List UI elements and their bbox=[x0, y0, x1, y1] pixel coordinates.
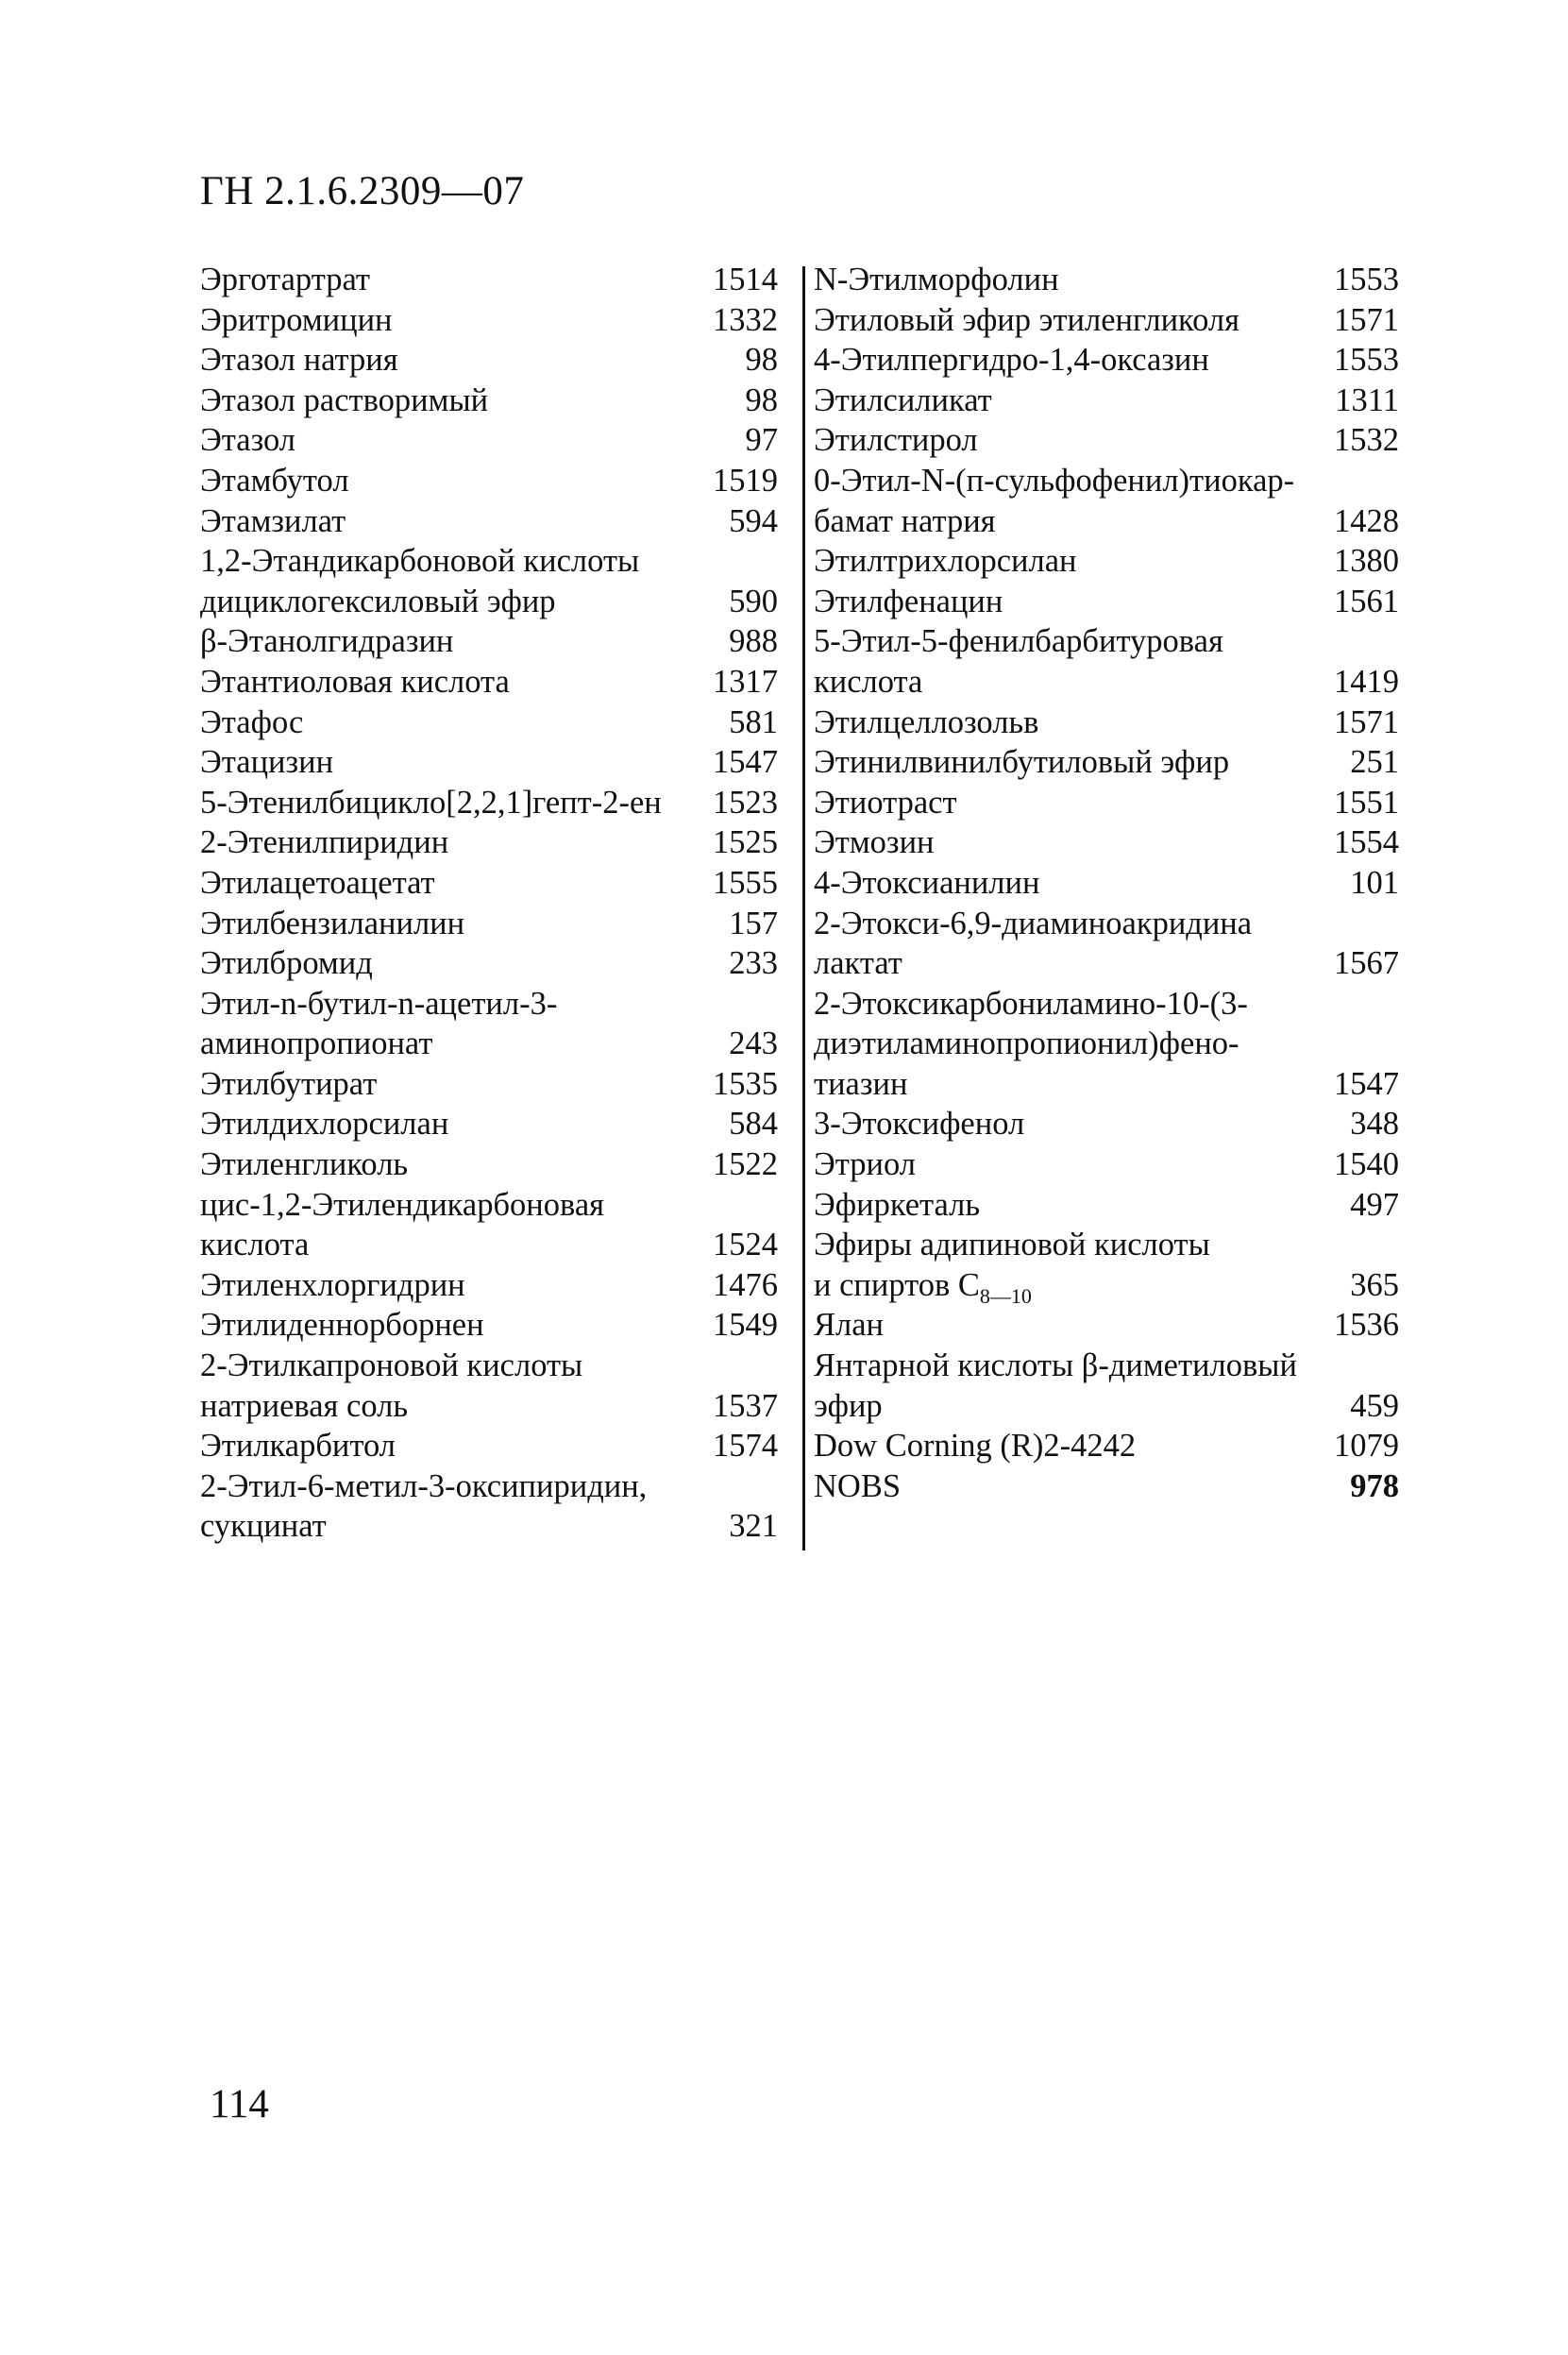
index-entry bbox=[200, 1346, 778, 1386]
index-entry-name: Этилтрихлорсилан bbox=[814, 543, 1077, 580]
index-entry-page: 581 bbox=[729, 703, 778, 740]
index-entry-page: 1537 bbox=[713, 1387, 778, 1424]
index-entry bbox=[200, 1305, 778, 1346]
index-entry-page: 243 bbox=[729, 1025, 778, 1062]
index-entry-page: 1561 bbox=[1334, 583, 1399, 619]
index-entry-name: Этил-n-бутил-n-ацетил-3- bbox=[200, 985, 558, 1022]
index-entry-page: 978 bbox=[1350, 1467, 1399, 1504]
index-entry bbox=[814, 1064, 1399, 1105]
index-entry-name: Этилацетоацетат bbox=[200, 864, 435, 901]
index-entry bbox=[814, 783, 1399, 823]
index-entry bbox=[814, 1225, 1399, 1265]
index-entry bbox=[200, 582, 778, 622]
index-entry bbox=[814, 742, 1399, 783]
index-entry-page: 1547 bbox=[1334, 1065, 1399, 1102]
page-header: ГН 2.1.6.2309—07 bbox=[200, 169, 525, 213]
index-entry-name: Этиотраст bbox=[814, 784, 957, 821]
index-entry bbox=[814, 703, 1399, 743]
index-entry-page: 1476 bbox=[713, 1266, 778, 1303]
page-number: 114 bbox=[210, 2082, 269, 2126]
index-entry-page: 1574 bbox=[713, 1428, 778, 1465]
index-entry bbox=[814, 621, 1399, 662]
index-entry-page: 1536 bbox=[1334, 1307, 1399, 1344]
index-entry-name: Этантиоловая кислота bbox=[200, 663, 510, 700]
index-entry bbox=[814, 1426, 1399, 1466]
index-entry-page: 1571 bbox=[1334, 703, 1399, 740]
index-entry-name: Этилстирол bbox=[814, 422, 978, 459]
index-entry-name: Этриол bbox=[814, 1146, 916, 1183]
index-entry-page: 98 bbox=[745, 342, 778, 379]
index-entry-name: 1,2-Этандикарбоновой кислоты bbox=[200, 543, 640, 580]
index-entry-page: 1553 bbox=[1334, 342, 1399, 379]
index-entry bbox=[200, 1466, 778, 1507]
index-entry-name: Этиловый эфир этиленгликоля bbox=[814, 301, 1239, 338]
index-entry bbox=[200, 1265, 778, 1306]
index-entry-page: 1554 bbox=[1334, 824, 1399, 861]
index-entry-page: 1419 bbox=[1334, 663, 1399, 700]
index-entry-name: 0-Этил-N-(п-сульфофенил)тиокар- bbox=[814, 462, 1295, 499]
index-entry bbox=[814, 904, 1399, 944]
index-entry-page: 1317 bbox=[713, 663, 778, 700]
index-entry-page: 497 bbox=[1350, 1186, 1399, 1223]
index-entry-name: Янтарной кислоты β-диметиловый bbox=[814, 1347, 1297, 1384]
index-entry-name: 2-Этилкапроновой кислоты bbox=[200, 1347, 583, 1384]
index-entry-page: 1549 bbox=[713, 1307, 778, 1344]
index-entry bbox=[200, 822, 778, 863]
index-entry bbox=[200, 1185, 778, 1226]
index-entry-page: 988 bbox=[729, 623, 778, 660]
index-entry-page: 1079 bbox=[1334, 1428, 1399, 1465]
index-entry-name: 5-Этенилбицикло[2,2,1]гепт-2-ен bbox=[200, 784, 662, 821]
index-entry-name: диэтиламинопропионил)фено- bbox=[814, 1025, 1239, 1062]
index-entry-page: 1380 bbox=[1334, 543, 1399, 580]
index-entry bbox=[200, 943, 778, 984]
index-entry-page: 1519 bbox=[713, 462, 778, 499]
index-entry bbox=[814, 420, 1399, 461]
index-entry-page: 1532 bbox=[1334, 422, 1399, 459]
index-entry-name: эфир bbox=[814, 1387, 883, 1424]
index-entry bbox=[200, 340, 778, 381]
index-entry bbox=[814, 863, 1399, 904]
index-entry-page: 1535 bbox=[713, 1065, 778, 1102]
index-entry-name: Этиленгликоль bbox=[200, 1146, 409, 1183]
index-entry-name: Этилсиликат bbox=[814, 381, 992, 418]
index-entry-page: 101 bbox=[1350, 864, 1399, 901]
index-entry-page: 1525 bbox=[713, 824, 778, 861]
index-entry-name: Этамзилат bbox=[200, 502, 346, 539]
index-entry bbox=[814, 822, 1399, 863]
index-entry-page: 594 bbox=[729, 502, 778, 539]
index-entry-page: 1514 bbox=[713, 262, 778, 297]
index-entry bbox=[200, 783, 778, 823]
index-entry-page: 348 bbox=[1350, 1106, 1399, 1143]
index-entry-page: 251 bbox=[1350, 744, 1399, 781]
index-entry-page: 1547 bbox=[713, 744, 778, 781]
index-entry-name: натриевая соль bbox=[200, 1387, 409, 1424]
index-entry-name: Эфиркеталь bbox=[814, 1186, 981, 1223]
index-entry bbox=[200, 621, 778, 662]
index-entry bbox=[814, 1386, 1399, 1427]
index-entry-name: Этинилвинилбутиловый эфир bbox=[814, 744, 1230, 781]
index-entry bbox=[200, 381, 778, 421]
index-entry bbox=[200, 662, 778, 703]
index-entry-page: 459 bbox=[1350, 1387, 1399, 1424]
index-entry-page: 1524 bbox=[713, 1227, 778, 1263]
index-entry bbox=[814, 1144, 1399, 1185]
index-column-left bbox=[200, 260, 778, 1547]
index-entry bbox=[200, 420, 778, 461]
index-entry-page: 1540 bbox=[1334, 1146, 1399, 1183]
index-entry-name: 2-Этенилпиридин bbox=[200, 824, 449, 861]
index-entry bbox=[200, 300, 778, 341]
index-entry-page: 1332 bbox=[713, 301, 778, 338]
index-entry bbox=[814, 1265, 1399, 1306]
index-entry-name: Этазол растворимый bbox=[200, 381, 489, 418]
index-entry-name: 2-Этил-6-метил-3-оксипиридин, bbox=[200, 1467, 648, 1504]
index-entry-page: 1551 bbox=[1334, 784, 1399, 821]
index-entry-name: Этилбутират bbox=[200, 1065, 378, 1102]
index-entry bbox=[814, 260, 1399, 300]
index-entry-page: 1553 bbox=[1334, 262, 1399, 297]
index-entry bbox=[814, 1346, 1399, 1386]
index-entry-page: 590 bbox=[729, 583, 778, 619]
index-entry-name: Этазол bbox=[200, 422, 296, 459]
index-entry-name: аминопропионат bbox=[200, 1025, 433, 1062]
index-entry-name: сукцинат bbox=[200, 1508, 327, 1545]
index-entry bbox=[200, 904, 778, 944]
index-entry bbox=[200, 541, 778, 582]
index-entry-page: 233 bbox=[729, 945, 778, 982]
index-entry bbox=[814, 662, 1399, 703]
index-entry-name: кислота bbox=[814, 663, 923, 700]
index-entry bbox=[200, 1506, 778, 1547]
index-entry-name: β-Этанолгидразин bbox=[200, 623, 454, 660]
column-divider bbox=[802, 266, 805, 1550]
index-entry bbox=[200, 1144, 778, 1185]
index-entry bbox=[200, 1225, 778, 1265]
index-entry-name: 2-Этоксикарбониламино-10-(3- bbox=[814, 985, 1248, 1022]
index-entry bbox=[200, 984, 778, 1025]
index-entry-name: 4-Этилпергидро-1,4-оксазин bbox=[814, 342, 1209, 379]
index-entry bbox=[814, 582, 1399, 622]
index-entry-name: Этиленхлоргидрин bbox=[200, 1266, 465, 1303]
index-entry bbox=[200, 461, 778, 501]
index-entry bbox=[200, 1104, 778, 1144]
index-entry-page: 1428 bbox=[1334, 502, 1399, 539]
index-entry-name: лактат bbox=[814, 945, 902, 982]
index-entry-name: 2-Этокси-6,9-диаминоакридина bbox=[814, 905, 1253, 941]
index-entry bbox=[814, 1185, 1399, 1226]
index-entry bbox=[814, 1305, 1399, 1346]
index-entry-name: Этилкарбитол bbox=[200, 1428, 396, 1465]
index-entry-name: 3-Этоксифенол bbox=[814, 1106, 1025, 1143]
index-entry-page: 98 bbox=[745, 381, 778, 418]
index-entry bbox=[200, 501, 778, 542]
index-entry bbox=[814, 461, 1399, 501]
index-entry bbox=[814, 984, 1399, 1025]
index-entry-name: Этамбутол bbox=[200, 462, 349, 499]
index-entry-name: N-Этилморфолин bbox=[814, 262, 1059, 297]
index-entry-page: 365 bbox=[1350, 1266, 1399, 1303]
index-entry-name: цис-1,2-Этилендикарбоновая bbox=[200, 1186, 604, 1223]
index-entry bbox=[200, 1426, 778, 1466]
index-entry-name: 5-Этил-5-фенилбарбитуровая bbox=[814, 623, 1223, 660]
index-entry-name: Ялан bbox=[814, 1307, 885, 1344]
index-entry-name: Эритромицин bbox=[200, 301, 393, 338]
index-entry-name: Эфиры адипиновой кислоты bbox=[814, 1227, 1210, 1263]
index-entry bbox=[814, 1104, 1399, 1144]
index-entry bbox=[814, 501, 1399, 542]
index-entry-name: дициклогексиловый эфир bbox=[200, 583, 556, 619]
index-entry bbox=[200, 1064, 778, 1105]
index-entry-name: Этилбензиланилин bbox=[200, 905, 465, 941]
index-entry-name: Этазол натрия bbox=[200, 342, 398, 379]
index-entry-page: 1567 bbox=[1334, 945, 1399, 982]
index-entry-page: 1523 bbox=[713, 784, 778, 821]
index-entry bbox=[814, 381, 1399, 421]
index-entry bbox=[200, 742, 778, 783]
index-entry-name: Этилдихлорсилан bbox=[200, 1106, 449, 1143]
index-entry-name: Этацизин bbox=[200, 744, 334, 781]
index-entry-name: Этилфенацин bbox=[814, 583, 1003, 619]
index-entry bbox=[814, 541, 1399, 582]
index-entry bbox=[814, 1466, 1399, 1507]
index-entry-name: Этилбромид bbox=[200, 945, 373, 982]
index-entry-name: тиазин bbox=[814, 1065, 908, 1102]
index-entry-name: Этмозин bbox=[814, 824, 935, 861]
index-entry-name: Этафос bbox=[200, 703, 304, 740]
index-entry-name: кислота bbox=[200, 1227, 310, 1263]
index-entry bbox=[814, 340, 1399, 381]
index-entry-page: 1311 bbox=[1335, 381, 1399, 418]
index-entry bbox=[814, 1024, 1399, 1064]
index-entry-name: Эрготартрат bbox=[200, 262, 370, 297]
index-entry-name: и спиртов $C_{8—10}$ bbox=[814, 1265, 1344, 1306]
index-entry-name: 4-Этоксианилин bbox=[814, 864, 1040, 901]
index-entry bbox=[814, 943, 1399, 984]
index-entry-page: 1571 bbox=[1334, 301, 1399, 338]
index-entry bbox=[200, 260, 778, 300]
index-entry-page: 1555 bbox=[713, 864, 778, 901]
index-entry-page: 1522 bbox=[713, 1146, 778, 1183]
index-entry bbox=[814, 300, 1399, 341]
index-entry bbox=[200, 1386, 778, 1427]
index-entry-name: Dow Corning (R)2-4242 bbox=[814, 1428, 1137, 1465]
index-entry bbox=[200, 863, 778, 904]
index-entry-name: Этилиденнорборнен bbox=[200, 1307, 484, 1344]
index-entry-subscript: 8—10 bbox=[979, 1283, 1032, 1306]
index-entry bbox=[200, 1024, 778, 1064]
index-column-right bbox=[814, 260, 1399, 1506]
index-entry-name: бамат натрия bbox=[814, 502, 996, 539]
index-entry-page: 584 bbox=[729, 1106, 778, 1143]
index-entry bbox=[200, 703, 778, 743]
index-entry-page: 97 bbox=[745, 422, 778, 459]
index-entry-name: NOBS bbox=[814, 1467, 902, 1504]
index-entry-name: Этилцеллозольв bbox=[814, 703, 1039, 740]
index-entry-page: 157 bbox=[729, 905, 778, 941]
index-entry-page: 321 bbox=[729, 1508, 778, 1545]
